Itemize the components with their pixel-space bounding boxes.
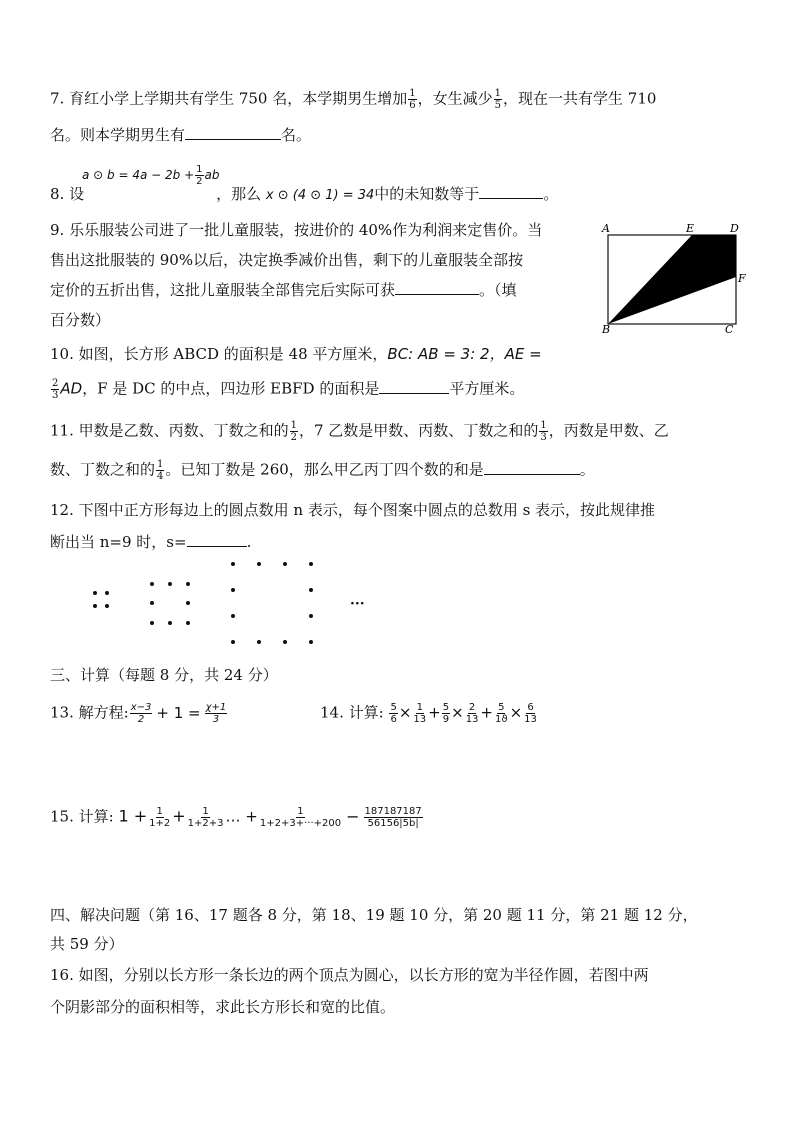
label-f: F [738,272,746,285]
q16-line2: 个阴影部分的面积相等，求此长方形长和宽的比值。 [50,998,396,1016]
section-3-heading: 三、计算（每题 8 分，共 24 分） [50,666,278,684]
q12-line2: 断出当 n=9 时，s= . [50,533,252,551]
fraction: $\frac{1}{6}$ [409,88,416,111]
q12-line1: 12. 下图中正方形每边上的圆点数用 n 表示，每个图案中圆点的总数用 s 表示，按此规律推 [50,501,656,519]
label-a: A [602,222,610,235]
answer-blank [395,280,479,295]
q9-line1: 9. 乐乐服装公司进了一批儿童服装，按进价的 40%作为利润来定售价。当 [50,221,543,239]
ellipsis: ··· [350,596,365,612]
section-4-heading-line1: 四、解决问题（第 16、17 题各 8 分，第 18、19 题 10 分，第 20 题 11 分，第 21 题 12 分， [50,906,698,924]
answer-blank [185,125,281,140]
q13: 13. 解方程: $\frac{x-3}{2}$ + 1 = $\frac{\chi+1}{3}$ [50,702,227,725]
q14: 14. 计算: $\frac{5}{6}$ × $\frac{1}{13}$ + $\frac{5}{9}$ × $\frac{2}{13}$ + $\frac{5}{1ϑ}$ × $\frac{6}{13}$ [320,702,537,725]
label-d: D [730,222,739,235]
shaded-quadrilateral-ebfd [608,235,736,324]
q15: 15. 计算: 1 + $\frac{1}{1+2}$ + $\frac{1}{1+2+3}$ … + $\frac{1}{1+2+3+\cdot\cdot\cdot+200}$ − $\frac{187187187}{56156|5b|}$ [50,806,422,829]
section-4-heading-line2: 共 59 分） [50,935,124,953]
q7-line2: 名。则本学期男生有 名。 [50,126,312,144]
label-b: B [602,323,611,336]
q8-definition: a ⊙ b = 4a − 2b + $\frac{1}{2}$ ab [82,164,220,187]
q16-line1: 16. 如图，分别以长方形一条长边的两个顶点为圆心，以长方形的宽为半径作圆，若图中两 [50,966,649,984]
answer-blank [187,532,247,547]
q11-line2: 数、丁数之和的 $\frac{1}{4}$ 。已知丁数是 260，那么甲乙丙丁四个数的和是 。 [50,459,595,482]
q7-line1: 7. 育红小学上学期共有学生 750 名，本学期男生增加 $\frac{1}{6}$ ，女生减少 $\frac{1}{5}$ ，现在一共有学生 710 [50,88,657,111]
q8-line: 8. 设 ，那么 x ⊙ (4 ⊙ 1) = 34中的未知数等于 。 [50,185,559,203]
answer-blank [379,379,449,394]
q10-line2: $\frac{2}{3}$ AD，F 是 DC 的中点，四边形 EBFD 的面积是 平方厘米。 [52,378,525,401]
rectangle-figure [598,220,748,336]
label-e: E [686,222,695,235]
q10-line1: 10. 如图，长方形 ABCD 的面积是 48 平方厘米，BC: AB = 3: 2，AE = [50,345,542,363]
label-c: C [725,323,734,336]
q9-line2: 售出这批服装的 90%以后，决定换季减价出售，剩下的儿童服装全部按 [50,251,524,269]
answer-blank [479,184,543,199]
q9-line4: 百分数） [50,311,111,329]
answer-blank [484,460,580,475]
fraction: $\frac{1}{5}$ [494,88,502,111]
q11-line1: 11. 甲数是乙数、丙数、丁数之和的 $\frac{1}{2}$ ，7 乙数是甲数、丙数、丁数之和的 $\frac{1}{3}$ ，丙数是甲数、乙 [50,420,669,443]
q9-line3: 定价的五折出售，这批儿童服装全部售完后实际可获 。（填 [50,281,517,299]
